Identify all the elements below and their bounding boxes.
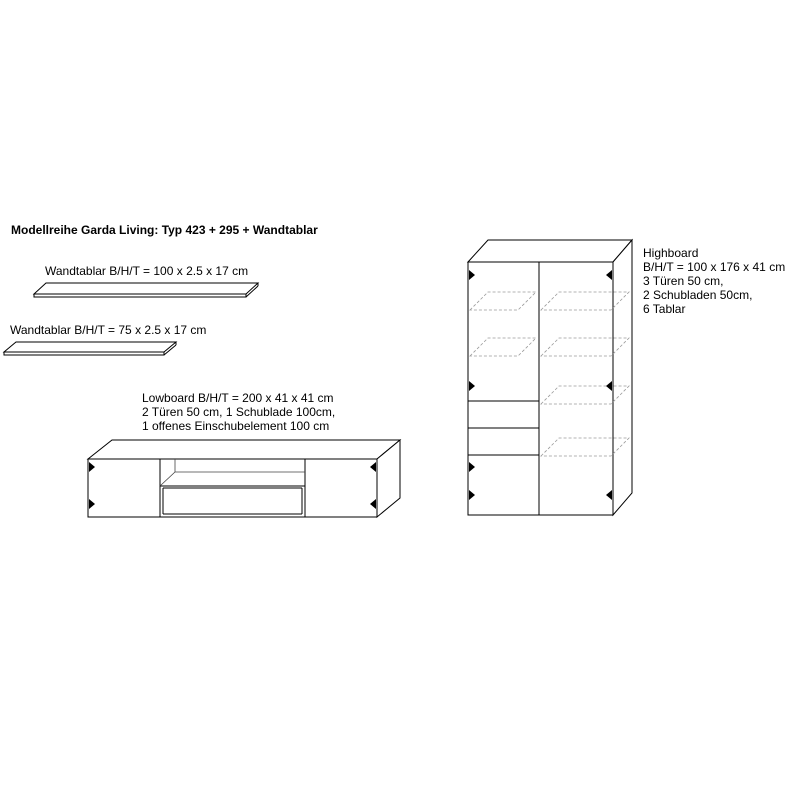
highboard-shelves: 6 Tablar bbox=[643, 302, 686, 316]
highboard-dimensions: B/H/T = 100 x 176 x 41 cm bbox=[643, 260, 786, 274]
wall-shelf-small-drawing bbox=[4, 342, 176, 355]
lowboard-open-element: 1 offenes Einschubelement 100 cm bbox=[142, 419, 330, 433]
highboard-drawers: 2 Schubladen 50cm, bbox=[643, 288, 753, 302]
highboard-description bbox=[643, 246, 785, 316]
wall-shelf-small-label: Wandtablar B/H/T = 75 x 2.5 x 17 cm bbox=[10, 323, 207, 337]
lowboard-drawing bbox=[88, 440, 400, 517]
wall-shelf-large-drawing bbox=[34, 283, 258, 297]
highboard-name: Highboard bbox=[643, 246, 699, 260]
lowboard-doors-drawer: 2 Türen 50 cm, 1 Schublade 100cm, bbox=[142, 405, 336, 419]
page-title: Modellreihe Garda Living: Typ 423 + 295 + Wandtablar bbox=[11, 223, 318, 237]
lowboard-dimensions: Lowboard B/H/T = 200 x 41 x 41 cm bbox=[142, 391, 334, 405]
highboard-drawing bbox=[468, 240, 632, 515]
highboard-doors: 3 Türen 50 cm, bbox=[643, 274, 724, 288]
wall-shelf-large-label: Wandtablar B/H/T = 100 x 2.5 x 17 cm bbox=[45, 264, 249, 278]
lowboard-description bbox=[142, 391, 335, 433]
